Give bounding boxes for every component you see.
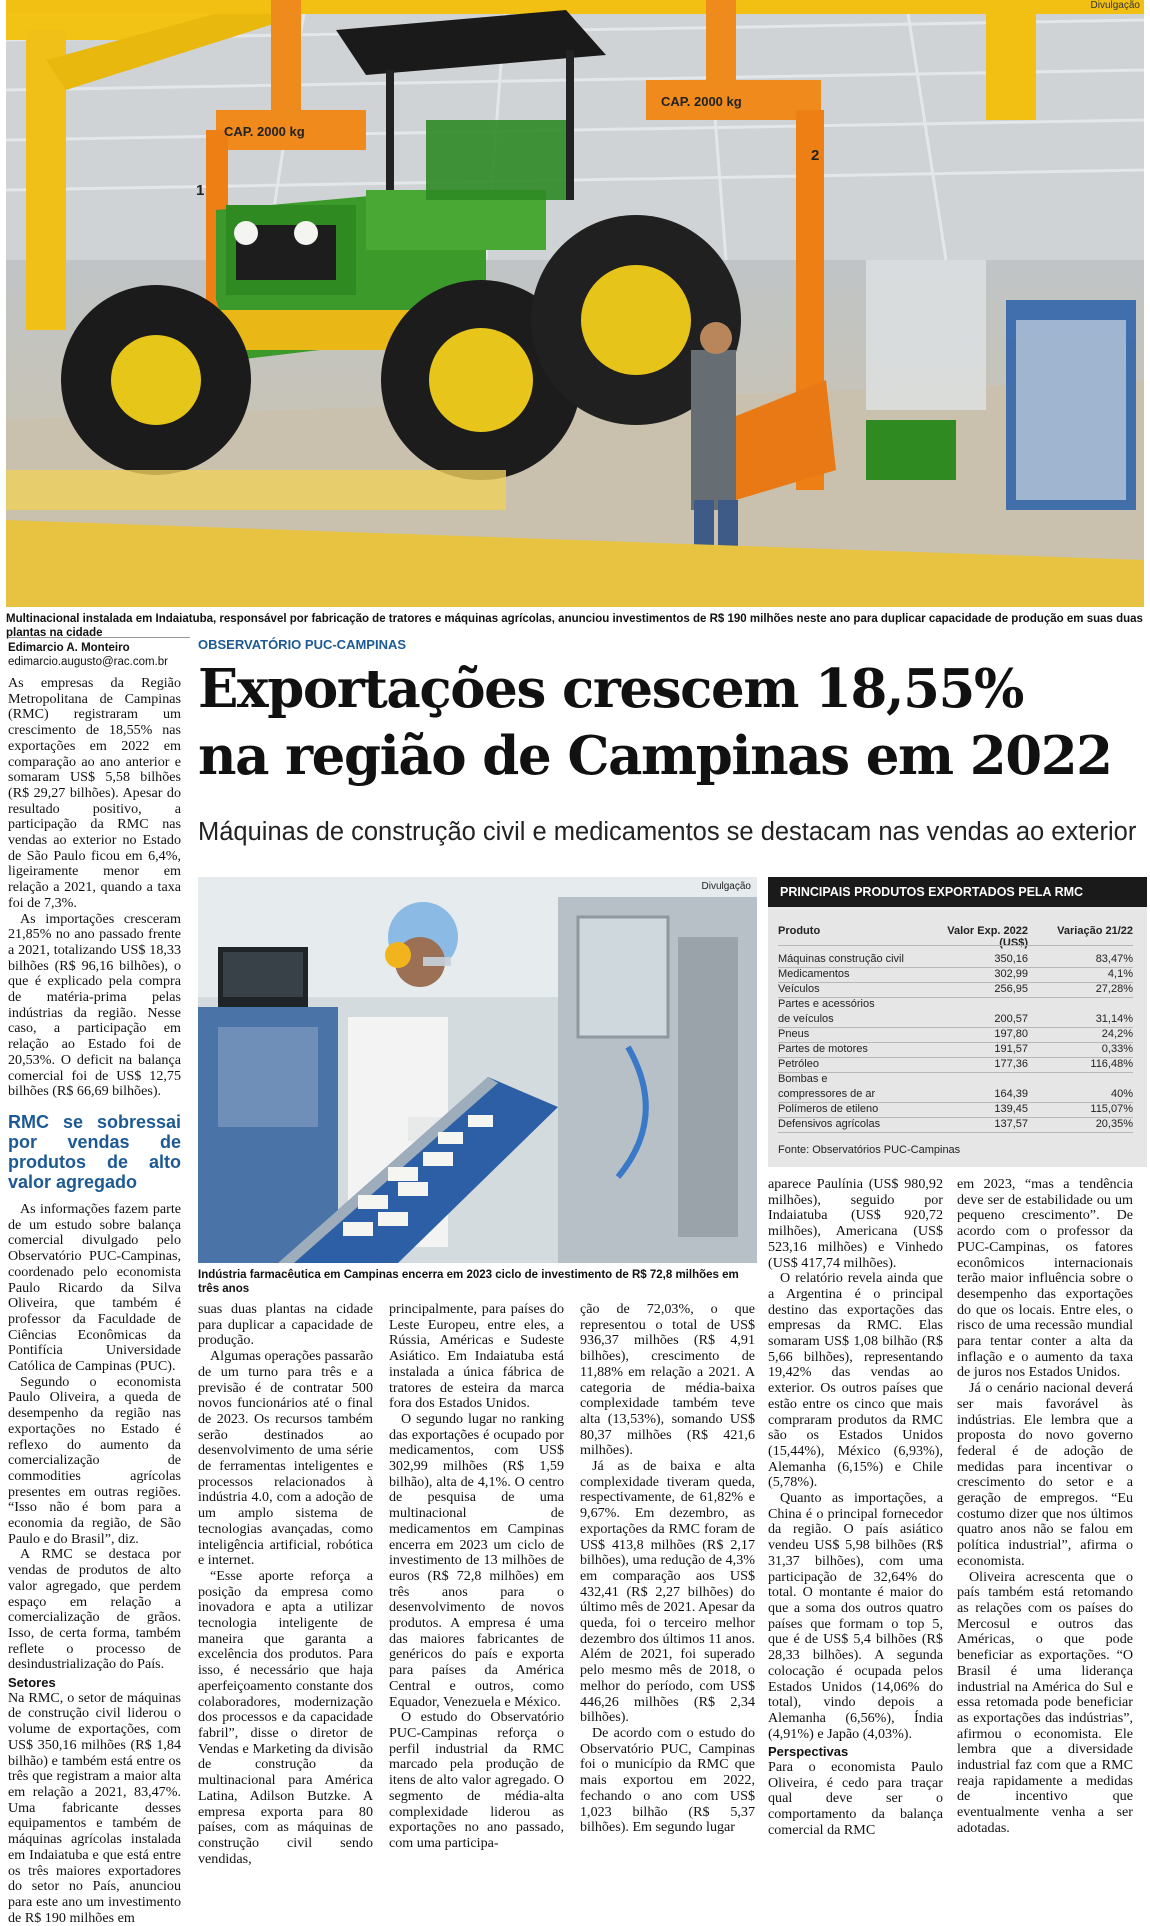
paragraph: Na RMC, o setor de máquinas de construção civil liderou o volume de exportações, com US$ 350,16 milhões (R$ 1,84 bilhão) e também está entre os três que registram a maior alta em relação a 2021, 83,47%. Uma fabricante desses equipamentos e também de máquinas agrícolas instalada em Indaiatuba e que está entre os três maiores exportadores do setor no País, anunciou para este ano um investimento de R$ 190 milhões em	[8, 1689, 181, 1926]
cell-valor: 256,95	[994, 983, 1028, 995]
paragraph: O relatório revela ainda que a Argentina é o principal destino das exportações das empresas da RMC. Elas somaram US$ 1,08 bilhão (R$ 5,66 bilhões), representando 19,42% das vendas ao exterior. Os outros países que estão entre os cinco que mais compraram produtos da RMC são os Estados Unidos (15,44%), México (6,93%), Alemanha (6,15%) e Chile (5,78%).	[768, 1270, 943, 1491]
cell-produto: Partes de motores	[778, 1043, 868, 1055]
cell-produto: Petróleo	[778, 1058, 819, 1070]
capacity-sign-right: CAP. 2000 kg	[661, 94, 742, 109]
cell-produto: Máquinas construção civil	[778, 953, 904, 965]
top-photo	[6, 0, 1144, 607]
cell-valor: 177,36	[994, 1058, 1028, 1070]
cell-variacao: 40%	[1110, 1088, 1133, 1100]
cell-valor: 139,45	[994, 1103, 1028, 1115]
byline	[8, 637, 190, 669]
cell-variacao: 24,2%	[1101, 1028, 1133, 1040]
author-email[interactable]: edimarcio.augusto@rac.com.br	[8, 656, 168, 668]
section-heading-perspectivas: Perspectivas	[768, 1744, 849, 1760]
pharma-lab-illustration	[198, 877, 757, 1263]
cell-produto: Polímeros de etileno	[778, 1103, 879, 1115]
table-divider	[778, 945, 1133, 946]
intertitle: RMC se sobressai por vendas de produtos de alto valor agregado	[8, 1111, 181, 1192]
paragraph: Quanto as importações, a China é o principal fornecedor da região. O país asiático vendeu US$ 5,98 bilhões (R$ 31,37 bilhões), com uma participação de 32,64% do total. O montante é maior do que a soma dos outros quatro países que formam o top 5, que é de US$ 5,4 bilhões (R$ 28,33 bilhões). A segunda colocação é ocupada pelos Estados Unidos (14,06% do total), vindo depois a Alemanha (6,56%), Índia (4,91%) e Japão (4,03%).	[768, 1490, 943, 1742]
cell-variacao: 0,33%	[1101, 1043, 1133, 1055]
article-column-6	[957, 1177, 1133, 1837]
section-heading-setores: Setores	[8, 1675, 56, 1691]
paragraph: A RMC se destaca por vendas de produtos de alto valor agregado, que perdem espaço em relação a comercialização de grãos. Isso, de certa forma, também reflete o processo de desindustrialização do País.	[8, 1546, 181, 1673]
arm-marker-1: 1	[196, 182, 205, 199]
paragraph: “Esse aporte reforça a posição da empresa como inovadora e apta a utilizar tecnologia inteligente de maneira que garanta a excelência dos produtos. Para isso, é necessário que haja aperfeiçoamento constante dos colaboradores, modernização dos processos e da capacidade fabril”, disse o diretor de Vendas e Marketing da divisão de construção da multinacional para América Latina, Adilson Butzke. A empresa exporta para 80 países, com as máquinas de construção civil sendo vendidas,	[198, 1567, 373, 1867]
top-photo-credit: Divulgação	[1090, 0, 1140, 11]
cell-valor: 191,57	[994, 1043, 1028, 1055]
article-column-1	[8, 676, 181, 1926]
paragraph: Já as de baixa e alta complexidade tiveram queda, respectivamente, de 61,82% e 9,67%. Em dezembro, as exportações da RMC foram de US$ 413,8 milhões (R$ 2,17 bilhões), uma redução de 4,3% em comparação aos US$ 432,41 (R$ 2,27 bilhões) do último mês de 2021. Apesar da queda, foi o terceiro melhor dezembro dos últimos 11 anos. Além de 2021, foi superado pelo mesmo mês de 2018, o melhor do período, com US$ 446,26 milhões (R$ 2,34 bilhões).	[580, 1458, 755, 1726]
arm-marker-2: 2	[811, 147, 820, 164]
paragraph: Já o cenário nacional deverá ser mais favorável às indústrias. Ele lembra que a proposta do novo governo federal é de adoção de medidas para incentivar o crescimento do setor e a geração de empregos. “Eu costumo dizer que nos últimos quatro anos não se falou em política industrial”, afirma o economista.	[957, 1380, 1133, 1569]
paragraph: O estudo do Observatório PUC-Campinas reforça o perfil industrial da RMC marcado pela produção de itens de alto valor agregado. O segmento de média-alta complexidade liderou as exportações no ano passado, com uma participa-	[389, 1709, 564, 1851]
headline-line-2: na região de Campinas em 2022	[198, 725, 1112, 787]
cell-variacao: 115,07%	[1090, 1103, 1133, 1115]
pharma-photo-caption: Indústria farmacêutica em Campinas encerra em 2023 ciclo de investimento de R$ 72,8 milhões em três anos	[198, 1269, 739, 1295]
cell-produto: Veículos	[778, 983, 820, 995]
top-photo-caption: Multinacional instalada em Indaiatuba, responsável por fabricação de tratores e máquinas agrícolas, anunciou investimentos de R$ 190 milhões neste ano para duplicar capacidade de produção em suas duas plantas na cidade	[6, 613, 1143, 639]
cell-variacao: 27,28%	[1095, 983, 1133, 995]
exports-table-title: PRINCIPAIS PRODUTOS EXPORTADOS PELA RMC	[768, 877, 1147, 907]
capacity-sign-left: CAP. 2000 kg	[224, 124, 305, 139]
pharma-photo	[198, 877, 757, 1263]
paragraph: O segundo lugar no ranking das exportações é ocupado por medicamentos, com US$ 302,99 milhões (R$ 1,59 bilhão), alta de 4,1%. O centro de pesquisa de uma multinacional de medicamentos em Campinas encerra em 2023 um ciclo de investimento de 13 milhões de euros (R$ 72,8 milhões) em três anos para o desenvolvimento de novos produtos. A empresa é uma das maiores fabricantes de genéricos do país e exporta para países da América Central e outros, como Equador, Venezuela e México.	[389, 1410, 564, 1710]
paragraph: As informações fazem parte de um estudo sobre balança comercial divulgado pelo Observatório PUC-Campinas, coordenado pelo economista Paulo Ricardo da Silva Oliveira, que também é professor da Faculdade de Ciências Econômicas da Pontifícia Universidade Católica de Campinas (PUC).	[8, 1200, 181, 1375]
cell-produto-cont: compressores de ar	[778, 1088, 876, 1100]
paragraph: suas duas plantas na cidade para duplicar a capacidade de produção.	[198, 1301, 373, 1349]
article-column-5	[768, 1177, 943, 1839]
table-row	[778, 998, 1138, 1028]
cell-valor: 302,99	[994, 968, 1028, 980]
table-divider	[778, 1132, 1133, 1133]
cell-variacao: 20,35%	[1095, 1118, 1133, 1130]
article-column-4	[580, 1302, 755, 1836]
pharma-photo-credit: Divulgação	[701, 881, 751, 892]
headline-line-1: Exportações crescem 18,55%	[198, 658, 1023, 720]
paragraph: Segundo o economista Paulo Oliveira, a queda de desempenho da região nas exportações no Estado é reflexo do aumento da comercialização de commodities agrícolas presentes em outras regiões. “Isso não é bom para a economia da região, de São Paulo e do Brasil”, diz.	[8, 1373, 181, 1547]
column-header-produto: Produto	[778, 925, 821, 937]
column-header-valor: Valor Exp. 2022 (US$)	[947, 925, 1028, 949]
cell-valor: 137,57	[994, 1118, 1028, 1130]
section-kicker: OBSERVATÓRIO PUC-CAMPINAS	[198, 637, 407, 652]
cell-variacao: 116,48%	[1090, 1058, 1133, 1070]
subheadline: Máquinas de construção civil e medicamentos se destacam nas vendas ao exterior	[198, 818, 1137, 846]
paragraph: principalmente, para países do Leste Europeu, entre eles, a Rússia, Américas e Sudeste Asiático. Em Indaiatuba está instalada a única fábrica de tratores de esteira da marca fora dos Estados Unidos.	[389, 1301, 564, 1412]
cell-produto: Medicamentos	[778, 968, 850, 980]
cell-produto: Partes e acessórios	[778, 998, 875, 1010]
table-source-text: Fonte: Observatórios PUC-Campinas	[778, 1144, 961, 1156]
paragraph: ção de 72,03%, o que representou o total de US$ 936,37 milhões (R$ 4,91 bilhões), crescimento de 11,88% em relação a 2021. A categoria de média-baixa complexidade também teve alta (13,53%), somando US$ 80,37 milhões (R$ 421,6 milhões).	[580, 1301, 755, 1459]
paragraph: Oliveira acrescenta que o país também está retomando as relações com os países do Mercosul e outros das Américas, o que pode beneficiar as exportações. “O Brasil é uma liderança industrial na América do Sul e essa retomada pode beneficiar as exportações das indústrias”, afirmou o economista. Ele lembra que a diversidade industrial faz com que a RMC reaja rapidamente a medidas de incentivo que eventualmente venha a ser adotadas.	[957, 1568, 1133, 1836]
paragraph: aparece Paulínia (US$ 980,92 milhões), seguido por Indaiatuba (US$ 920,72 milhões), Americana (US$ 523,16 milhões) e Vinhedo (US$ 417,74 milhões).	[768, 1176, 943, 1271]
tractor-factory-illustration	[6, 0, 1144, 607]
column-header-variacao: Variação 21/22	[1057, 925, 1133, 937]
cell-variacao: 4,1%	[1107, 968, 1133, 980]
cell-variacao: 31,14%	[1095, 1013, 1133, 1025]
cell-valor: 164,39	[994, 1088, 1028, 1100]
paragraph: De acordo com o estudo do Observatório PUC, Campinas foi o município da RMC que mais exportou em 2022, fechando o ano com US$ 1,023 bilhão (R$ 5,37 bilhões). Em segundo lugar	[580, 1724, 755, 1836]
paragraph: Para o economista Paulo Oliveira, é cedo para traçar qual deve ser o comportamento da balança comercial da RMC	[768, 1759, 943, 1838]
headline	[198, 656, 1143, 790]
cell-variacao: 83,47%	[1095, 953, 1133, 965]
article-column-2	[198, 1302, 373, 1867]
table-row	[778, 1073, 1138, 1103]
cell-valor: 350,16	[994, 953, 1028, 965]
paragraph: As importações cresceram 21,85% no ano passado frente a 2021, totalizando US$ 18,33 bilhões (R$ 96,16 bilhões), o que é explicado pela compra de matéria-prima pelas indústrias da região. Nesse caso, a participação em relação ao Estado foi de 20,53%. O deficit na balança comercial foi de US$ 12,75 bilhões (R$ 66,69 bilhões).	[8, 910, 181, 1100]
cell-valor: 197,80	[994, 1028, 1028, 1040]
cell-produto: Bombas e	[778, 1073, 828, 1085]
cell-produto: Defensivos agrícolas	[778, 1118, 881, 1130]
paragraph: As empresas da Região Metropolitana de Campinas (RMC) registraram um crescimento de 18,55% nas exportações em 2022 em comparação ao ano anterior e somaram US$ 5,58 bilhões (R$ 29,27 bilhões). Apesar do resultado positivo, a participação da RMC nas vendas ao exterior no Estado de São Paulo ficou em 6,4%, ligeiramente menor em relação a 2021, quando a taxa foi de 7,3%.	[8, 675, 181, 911]
cell-produto-cont: de veículos	[778, 1013, 834, 1025]
author-name: Edimarcio A. Monteiro	[8, 642, 130, 654]
exports-table	[768, 877, 1147, 1167]
paragraph: em 2023, “mas a tendência deve ser de estabilidade ou um pequeno crescimento”. De acordo com o professor da PUC-Campinas, os fatores econômicos internacionais terão maior influência sobre o desempenho das exportações do que os locais. Entre eles, o risco de uma recessão mundial para tentar conter a alta da inflação e o aumento da taxa de juros nos Estados Unidos.	[957, 1176, 1133, 1381]
cell-produto: Pneus	[778, 1028, 810, 1040]
paragraph: Algumas operações passarão de um turno para três e a previsão é de contratar 500 novos funcionários até o final de 2023. Os recursos também serão destinados ao desenvolvimento de uma série de ferramentas inteligentes e processos relacionados à indústria 4.0, com a adoção de um amplo sistema de tecnologias avançadas, como inteligência artificial, robótica e internet.	[198, 1348, 373, 1569]
cell-valor: 200,57	[994, 1013, 1028, 1025]
article-column-3	[389, 1302, 564, 1852]
